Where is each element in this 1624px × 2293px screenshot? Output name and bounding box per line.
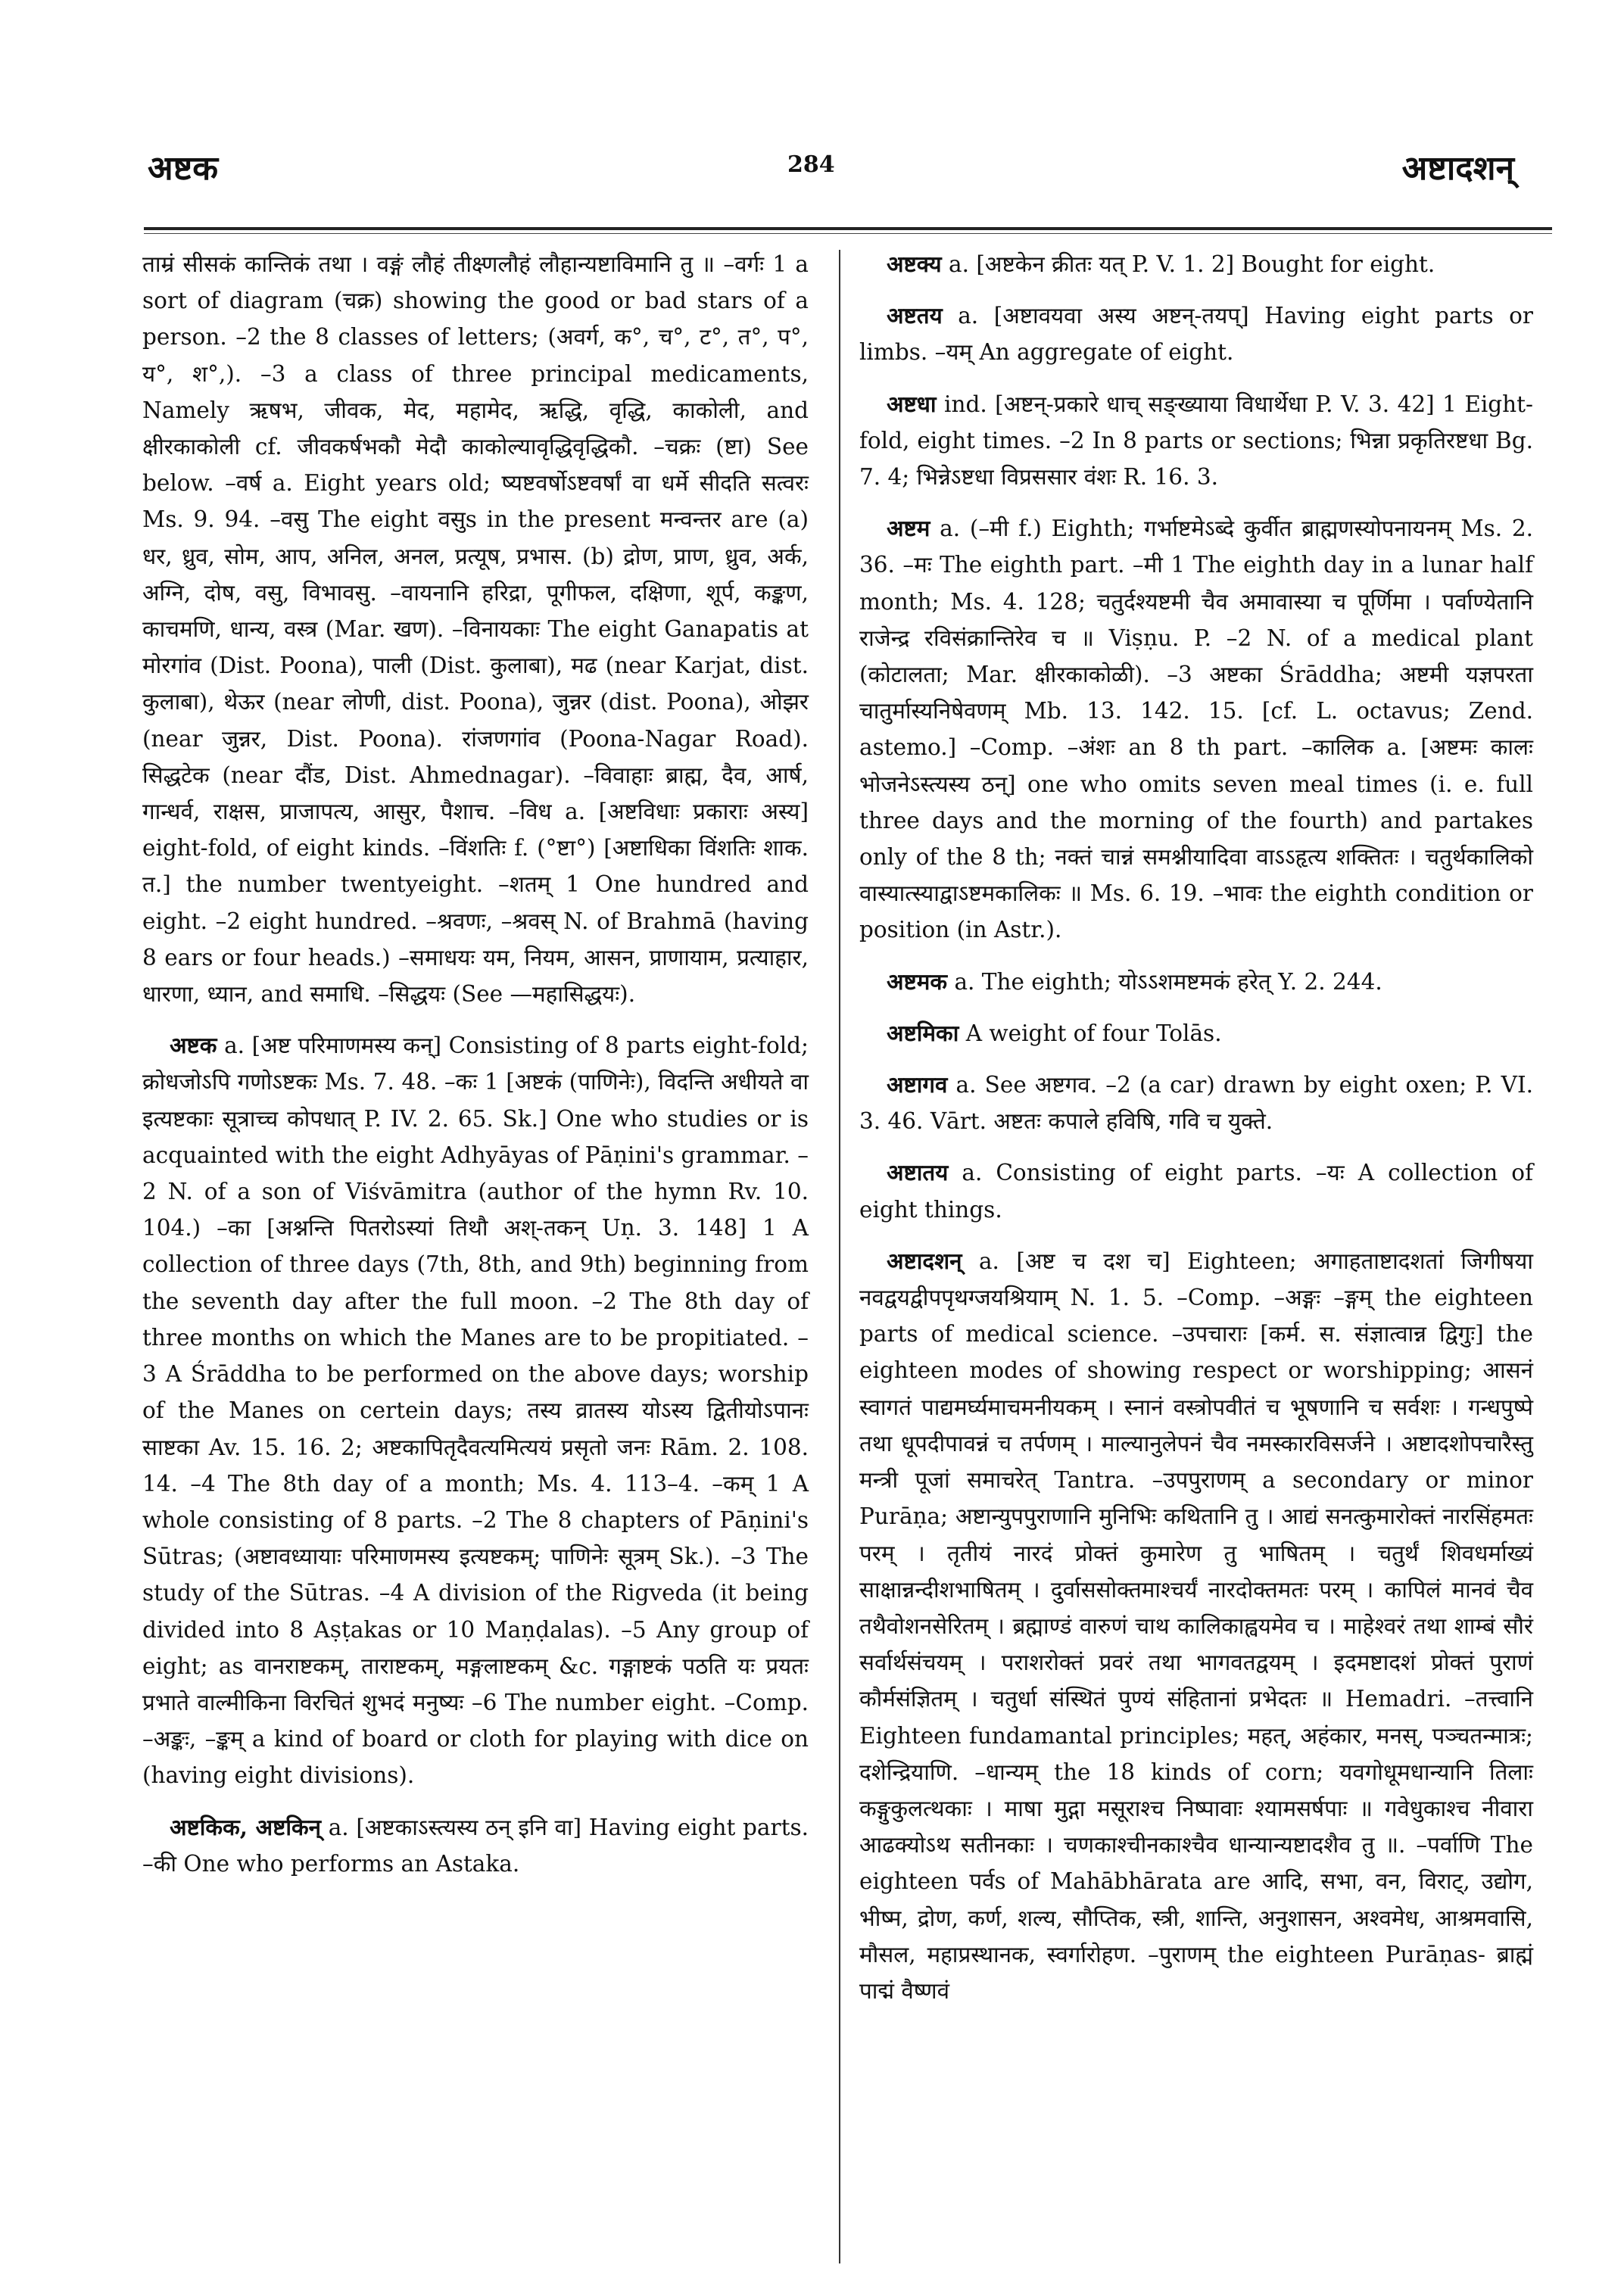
entry-body: a. The eighth; योऽऽशमष्टमकं हरेत् Y. 2. 244. <box>947 968 1382 995</box>
entry <box>859 510 1533 948</box>
running-head-left: अष्टक <box>148 149 219 188</box>
entry-body: a. See अष्टगव. –2 (a car) drawn by eight oxen; P. VI. 3. 46. Vārt. अष्टतः कपाले हविषि, गवि च युक्ते. <box>859 1072 1533 1135</box>
entry-continuation <box>142 246 809 1012</box>
entry-body: a. [अष्ट परिमाणमस्य कन्] Consisting of 8 parts eight-fold; क्रोधजोऽपि गणोऽष्टकः Ms. 7. 48. –कः 1 [अष्टकं (पाणिनेः), विदन्ति अधीयते वा इत्यष्टकाः सूत्राच्च कोपधात् P. IV. 2. 65. Sk.] One who studies or is acquainted with the eight Adhyāyas of Pāṇini's grammar. –2 N. of a son of Viśvāmitra (author of the hymn Rv. 10. 104.) –का [अश्नन्ति पितरोऽस्यां तिथौ अश्-तकन् Uṇ. 3. 148] 1 A collection of three days (7th, 8th, and 9th) beginning from the seventh day after the full moon. –2 The 8th day of three months on which the Manes are to be propitiated. –3 A Śrāddha to be performed on the above days; worship of the Manes on certein days; तस्य व्रातस्य योऽस्य द्वितीयोऽपानः साष्टका Av. 15. 16. 2; अष्टकापितृदैवत्यमित्ययं प्रसृतो जनः Rām. 2. 108. 14. –4 The 8th day of a month; Ms. 4. 113–4. –कम् 1 A whole consisting of 8 parts. –2 The 8 chapters of Pāṇini's Sūtras; (अष्टावध्यायाः परिमाणमस्य इत्यष्टकम्; पाणिनेः सूत्रम् Sk.). –3 The study of the Sūtras. –4 A division of the Rigveda (it being divided into 8 Aṣṭakas or 10 Maṇḍalas). –5 Any group of eight; as वानराष्टकम्, ताराष्टकम्, मङ्गलाष्टकम् &c. गङ्गाष्टकं पठति यः प्रयतः प्रभाते वाल्मीकिना विरचितं शुभदं मनुष्यः –6 The number eight. –Comp. –अङ्कः, –ङ्कम् a kind of board or cloth for playing with dice on (having eight divisions). <box>142 1033 809 1789</box>
left-column <box>142 246 809 1882</box>
entry-body: A weight of four Tolās. <box>959 1020 1222 1046</box>
header-rule-thin <box>144 233 1552 234</box>
header-rule <box>144 227 1552 230</box>
entry-headword: अष्टमक <box>887 967 948 995</box>
entry-body: a. [अष्टावयवा अस्य अष्टन्-तयप्] Having eight parts or limbs. –यम् An aggregate of eight. <box>859 303 1533 366</box>
entry-headword: अष्टादशन् <box>887 1247 962 1274</box>
entry <box>859 1154 1533 1227</box>
right-column <box>859 246 1533 2009</box>
entry-body: a. [अष्टकेन क्रीतः यत् P. V. 1. 2] Bought for eight. <box>941 251 1435 277</box>
entry <box>142 1027 809 1793</box>
entry <box>859 1015 1533 1051</box>
entry-body: ind. [अष्टन्-प्रकारे धाच् सङ्ख्याया विधार्थेधा P. V. 3. 42] 1 Eight-fold, eight times. –2 In 8 parts or sections; भिन्ना प्रकृतिरष्टधा Bg. 7. 4; भिन्नेऽष्टधा विप्रससार वंशः R. 16. 3. <box>859 391 1533 491</box>
entry-headword: अष्टधा <box>887 390 937 417</box>
entry-body: ताम्रं सीसकं कान्तिकं तथा । वङ्गं लौहं तीक्ष्णलौहं लौहान्यष्टाविमानि तु ॥ –वर्गः 1 a sort of diagram (चक्र) showing the good or bad stars of a person. –2 the 8 classes of letters; (अवर्ग, क°, च°, ट°, त°, प°, य°, श°,). –3 a class of three principal medicaments, Namely ऋषभ, जीवक, मेद, महामेद, ऋद्धि, वृद्धि, काकोली, and क्षीरकाकोली cf. जीवकर्षभकौ मेदौ काकोल्यावृद्धिवृद्धिकौ. –चक्रः (ष्टा) See below. –वर्ष a. Eight years old; ष्यष्टवर्षोऽष्टवर्षां वा धर्मे सीदति सत्वरः Ms. 9. 94. –वसु The eight वसुs in the present मन्वन्तर are (a) धर, ध्रुव, सोम, आप, अनिल, अनल, प्रत्यूष, प्रभास. (b) द्रोण, प्राण, ध्रुव, अर्क, अग्नि, दोष, वसु, विभावसु. –वायनानि हरिद्रा, पूगीफल, दक्षिणा, शूर्प, कङ्कण, काचमणि, धान्य, वस्त्र (Mar. खण). –विनायकाः The eight Ganapatis at मोरगांव (Dist. Poona), पाली (Dist. कुलाबा), मढ (near Karjat, dist. कुलाबा), थेऊर (near लोणी, dist. Poona), जुन्नर (dist. Poona), ओझर (near जुन्नर, Dist. Poona). रांजणगांव (Poona-Nagar Road). सिद्धटेक (near दौंड, Dist. Ahmednagar). –विवाहाः ब्राह्म, दैव, आर्ष, गान्धर्व, राक्षस, प्राजापत्य, आसुर, पैशाच. –विध a. [अष्टविधाः प्रकाराः अस्य] eight-fold, of eight kinds. –विंशतिः f. (°ष्टा°) [अष्टाधिका विंशतिः शाक. त.] the number twentyeight. –शतम् 1 One hundred and eight. –2 eight hundred. –श्रवणः, –श्रवस् N. of Brahmā (having 8 ears or four heads.) –समाधयः यम, नियम, आसन, प्राणायाम, प्रत्याहार, धारणा, ध्यान, and समाधि. –सिद्धयः (See —महासिद्धयः). <box>142 251 809 1008</box>
entry-headword: अष्टक <box>170 1032 217 1059</box>
entry <box>142 1809 809 1882</box>
entry <box>859 1067 1533 1139</box>
entry-headword: अष्टमिका <box>887 1019 959 1046</box>
page-number: 284 <box>787 151 835 178</box>
entry-body: a. Consisting of eight parts. –यः A collection of eight things. <box>859 1160 1533 1223</box>
entry-headword: अष्टातय <box>887 1159 949 1186</box>
entry-body: a. (–मी f.) Eighth; गर्भाष्टमेऽब्दे कुर्वीत ब्राह्मणस्योपनायनम् Ms. 2. 36. –मः The eighth part. –मी 1 The eighth day in a lunar half month; Ms. 4. 128; चतुर्दश्यष्टमी चैव अमावास्या च पूर्णिमा । पर्वाण्येतानि राजेन्द्र रविसंक्रान्तिरेव च ॥ Viṣṇu. P. –2 N. of a medical plant (कोटालता; Mar. क्षीरकाकोळी). –3 अष्टका Śrāddha; अष्टमी यज्ञपरता चातुर्मास्यनिषेवणम् Mb. 13. 142. 15. [cf. L. octavus; Zend. astemo.] –Comp. –अंशः an 8 th part. –कालिक a. [अष्टमः कालः भोजनेऽस्त्यस्य ठन्] one who omits seven meal times (i. e. full three days and the morning of the fourth) and partakes only of the 8 th; नक्तं चान्नं समश्नीयादिवा वाऽऽहृत्य शक्तितः । चतुर्थकालिको वास्यात्स्याद्वाऽष्टमकालिकः ॥ Ms. 6. 19. –भावः the eighth condition or position (in Astr.). <box>859 516 1533 943</box>
entry <box>859 298 1533 370</box>
entry <box>859 964 1533 1000</box>
running-head-right: अष्टादशन् <box>1401 149 1514 188</box>
entry-body: a. [अष्टकाऽस्त्यस्य ठन् इनि वा] Having eight parts. –की One who performs an Astaka. <box>142 1814 809 1877</box>
entry <box>859 386 1533 496</box>
entry-headword: अष्टागव <box>887 1071 948 1098</box>
entry-headword: अष्टकिक, अष्टकिन् <box>170 1813 322 1840</box>
entry-headword: अष्टतय <box>887 302 943 329</box>
entry <box>859 246 1533 282</box>
entry-headword: अष्टम <box>887 515 930 542</box>
entry-headword: अष्टक्य <box>887 251 942 277</box>
entry <box>859 1243 1533 2009</box>
entry-body: a. [अष्ट च दश च] Eighteen; अगाहताष्टादशतां जिगीषया नवद्वयद्वीपपृथग्जयश्रियाम् N. 1. 5. –Comp. –अङ्गः –ङ्गम् the eighteen parts of medical science. –उपचाराः [कर्म. स. संज्ञात्वान्न द्विगुः] the eighteen modes of showing respect or worshipping; आसनं स्वागतं पाद्यमर्घ्यमाचमनीयकम् । स्नानं वस्त्रोपवीतं च भूषणानि च सर्वशः । गन्धपुष्पे तथा धूपदीपावन्नं च तर्पणम् । माल्यानुलेपनं चैव नमस्कारविसर्जने । अष्टादशोपचारैस्तु मन्त्री पूजां समाचरेत् Tantra. –उपपुराणम् a secondary or minor Purāṇa; अष्टान्युपपुराणानि मुनिभिः कथितानि तु । आद्यं सनत्कुमारोक्तं नारसिंहमतः परम् । तृतीयं नारदं प्रोक्तं कुमारेण तु भाषितम् । चतुर्थं शिवधर्माख्यं साक्षान्नन्दीशभाषितम् । दुर्वाससोक्तमाश्चर्यं नारदोक्तमतः परम् । कापिलं मानवं चैव तथैवोशनसेरितम् । ब्रह्माण्डं वारुणं चाथ कालिकाह्वयमेव च । माहेश्वरं तथा शाम्बं सौरं सर्वार्थसंचयम् । पराशरोक्तं प्रवरं तथा भागवतद्वयम् । इदमष्टादशं प्रोक्तं पुराणं कौर्मसंज्ञितम् । चतुर्धा संस्थितं पुण्यं संहितानां प्रभेदतः ॥ Hemadri. –तत्त्वानि Eighteen fundamantal principles; महत्, अहंकार, मनस्, पञ्चतन्मात्रः; दशेन्द्रियाणि. –धान्यम् the 18 kinds of corn; यवगोधूमधान्यानि तिलाः कङ्गुकुलत्थकाः । माषा मुद्गा मसूराश्च निष्पावाः श्यामसर्षपाः ॥ गवेधुकाश्च नीवारा आढक्योऽथ सतीनकाः । चणकाश्चीनकाश्चैव धान्यान्यष्टादशैव तु ॥. –पर्वाणि The eighteen पर्वs of Mahābhārata are आदि, सभा, वन, विराट्, उद्योग, भीष्म, द्रोण, कर्ण, शल्य, सौप्तिक, स्त्री, शान्ति, अनुशासन, अश्वमेध, आश्रमवासि, मौसल, महाप्रस्थानक, स्वर्गारोहण. –पुराणम् the eighteen Purāṇas- ब्राह्मं पाद्मं वैष्णवं <box>859 1248 1533 2004</box>
column-divider <box>839 250 840 2263</box>
